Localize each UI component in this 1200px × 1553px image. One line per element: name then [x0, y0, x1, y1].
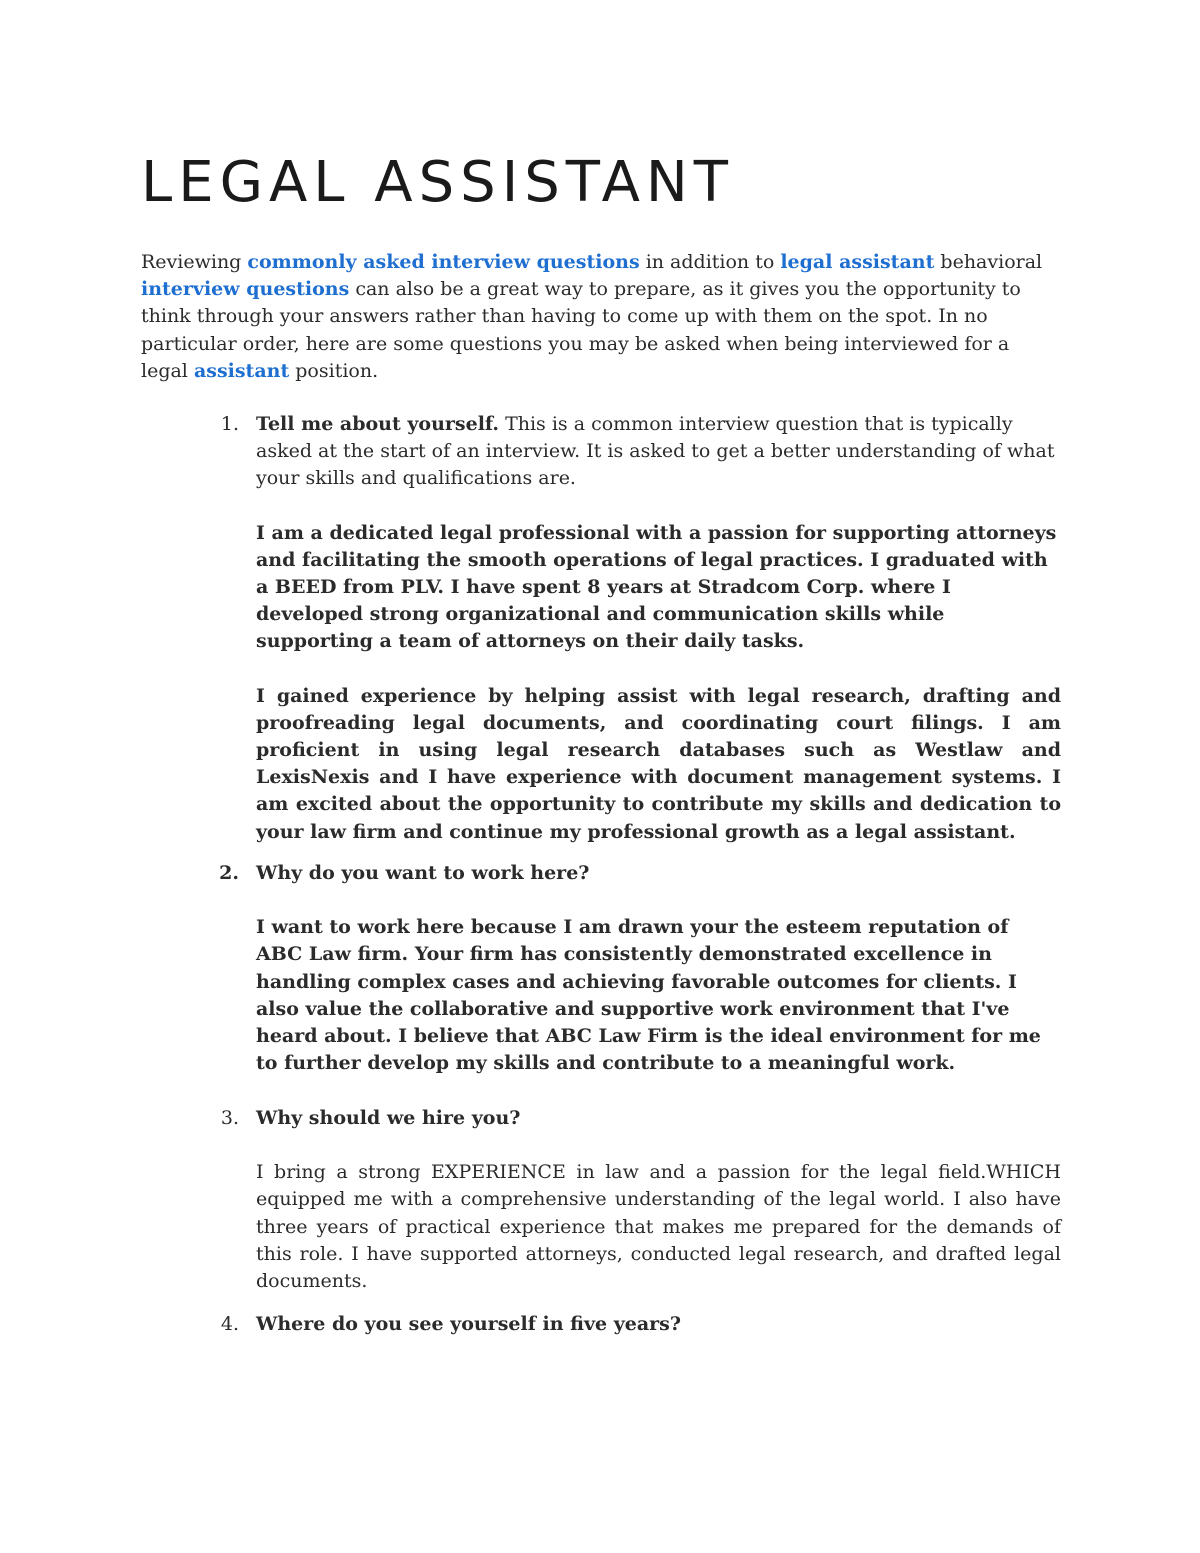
answer-paragraph: I want to work here because I am drawn your the esteem reputation of ABC Law firm. Your firm has consistently demonstrated excellence in handling complex cases and achieving favorable outcomes for clients. I also value the collaborative and supportive work environment that I've heard about. I believe that ABC Law Firm is the ideal environment for me to further develop my skills and contribute to a meaningful work.: [256, 916, 1041, 1075]
question-intro: [256, 411, 1061, 493]
link-assistant[interactable]: assistant: [193, 359, 290, 382]
question-body: [256, 1311, 1061, 1338]
intro-text: Reviewing: [141, 251, 248, 273]
intro-paragraph: [141, 249, 1061, 385]
intro-text: in addition to: [639, 251, 781, 273]
intro-text: behavioral: [934, 251, 1043, 273]
question-number: 4.: [220, 1313, 239, 1335]
question-number: 3.: [220, 1107, 239, 1129]
question-heading: Why do you want to work here?: [256, 862, 590, 884]
link-interview-questions[interactable]: interview questions: [141, 278, 350, 301]
question-body: [256, 860, 1061, 1077]
answer-paragraph: I am a dedicated legal professional with a passion for supporting attorneys and facilitating the smooth operations of legal practices. I graduated with a BEED from PLV. I have spent 8 years at Stradcom Corp. where I developed strong organizational and communication skills while supporting a team of attorneys on their daily tasks.: [256, 521, 1057, 653]
document-title: LEGAL ASSISTANT: [141, 150, 735, 215]
answer-paragraph: I bring a strong EXPERIENCE in law and a passion for the legal field.WHICH equipped me with a comprehensive understanding of the legal world. I also have three years of practical experience that makes me prepared for the demands of this role. I have supported attorneys, conducted legal research, and drafted legal documents.: [256, 1161, 1061, 1293]
intro-text: can also be a great way to prepare, as it gives you the opportunity to think through your answers rather than having to come up with them on the spot. In no particular order, here are some questions you may be asked when being interviewed for a legal: [141, 278, 1021, 382]
question-body: [256, 411, 1061, 846]
question-heading: Where do you see yourself in five years?: [256, 1313, 681, 1335]
question-number: 1.: [220, 413, 239, 435]
link-commonly-asked-interview-questions[interactable]: commonly asked interview questions: [247, 251, 640, 273]
question-number: 2.: [219, 862, 239, 884]
question-heading: Why should we hire you?: [256, 1107, 521, 1129]
answer-paragraph: I gained experience by helping assist with legal research, drafting and proofreading legal documents, and coordinating court filings. I am proficient in using legal research databases such as Westlaw and LexisNexis and I have experience with document management systems. I am excited about the opportunity to contribute my skills and dedication to your law firm and continue my professional growth as a legal assistant.: [256, 684, 1061, 843]
question-description: This is a common interview question that is typically asked at the start of an interview. It is asked to get a better understanding of what your skills and qualifications are.: [256, 413, 1055, 490]
question-body: [256, 1105, 1061, 1295]
intro-text: position.: [289, 359, 379, 382]
link-legal-assistant[interactable]: legal assistant: [780, 251, 935, 273]
question-heading: Tell me about yourself.: [256, 413, 500, 435]
